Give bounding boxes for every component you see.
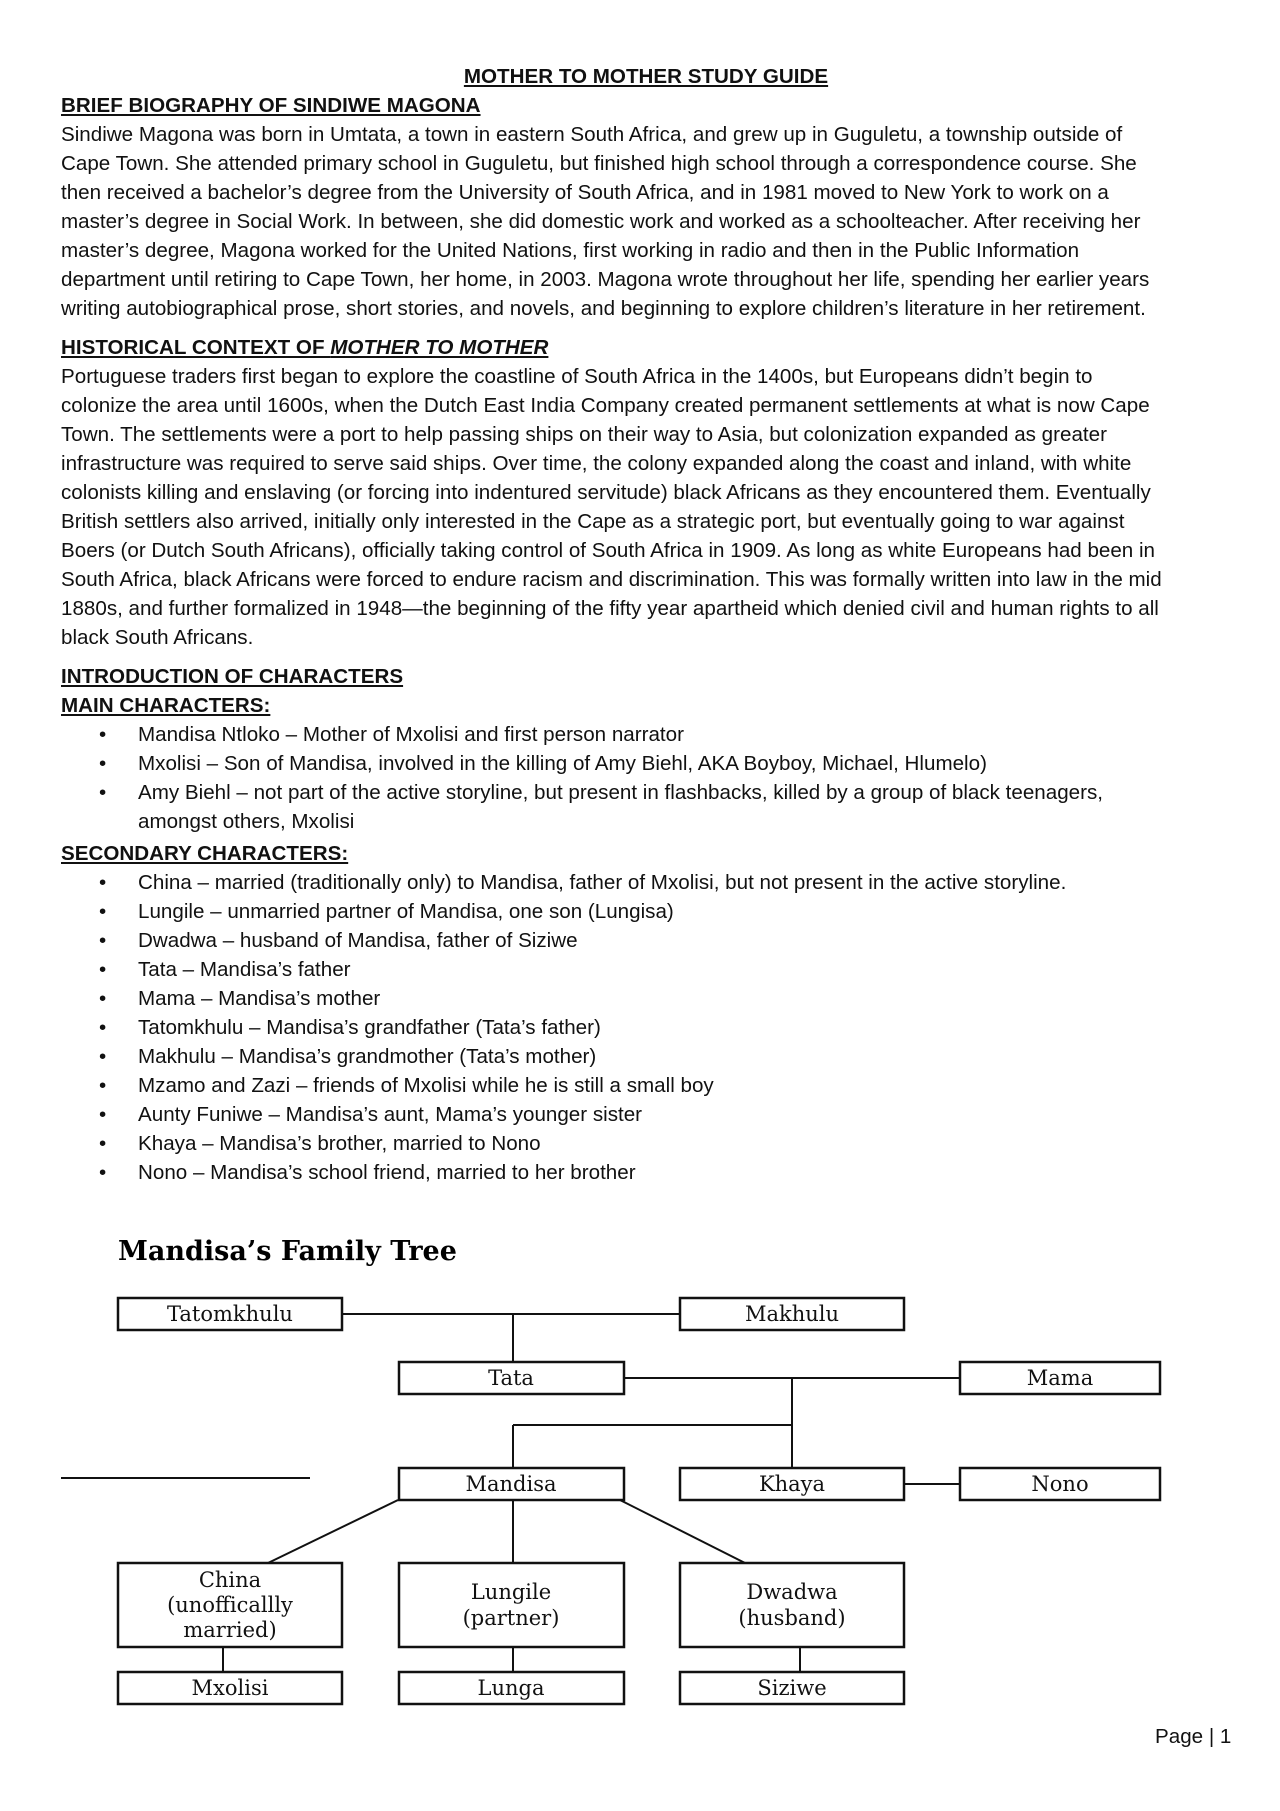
list-item xyxy=(61,778,1231,836)
list-item-text: China – married (traditionally only) to Mandisa, father of Mxolisi, but not present in the active storyline. xyxy=(138,871,1067,894)
biography-section xyxy=(61,91,1231,323)
bullet-icon: • xyxy=(99,1103,107,1126)
bullet-icon: • xyxy=(99,1016,107,1039)
node-lunga-label: Lunga xyxy=(477,1676,545,1700)
list-item xyxy=(61,1042,1231,1071)
page-title: MOTHER TO MOTHER STUDY GUIDE xyxy=(463,65,829,88)
secondary-characters-heading: SECONDARY CHARACTERS: xyxy=(61,842,349,865)
node-nono-label: Nono xyxy=(1031,1472,1089,1496)
list-item-text: Tata – Mandisa’s father xyxy=(138,958,351,981)
list-item xyxy=(61,749,1231,778)
family-tree-diagram xyxy=(0,1225,1280,1725)
text-line: Sindiwe Magona was born in Umtata, a town in eastern South Africa, and grew up in Guguletu, a township outside of xyxy=(61,123,1123,146)
bullet-icon: • xyxy=(99,1161,107,1184)
list-item-text: Aunty Funiwe – Mandisa’s aunt, Mama’s younger sister xyxy=(138,1103,643,1126)
history-heading-prefix: HISTORICAL CONTEXT OF xyxy=(61,336,331,359)
node-siziwe-label: Siziwe xyxy=(757,1676,827,1700)
list-item-text: Mxolisi – Son of Mandisa, involved in the killing of Amy Biehl, AKA Boyboy, Michael, Hlumelo) xyxy=(138,752,987,775)
text-line: South Africa, black Africans were forced to endure racism and discrimination. This was formally written into law in the mid xyxy=(61,568,1162,591)
text-line: Portuguese traders first began to explore the coastline of South Africa in the 1400s, but Europeans didn’t begin to xyxy=(61,365,1093,388)
connector-line xyxy=(620,1500,745,1563)
text-line: colonize the area until 1600s, when the Dutch East India Company created permanent settlements at what is now Cape xyxy=(61,394,1150,417)
main-characters-heading: MAIN CHARACTERS: xyxy=(61,694,271,717)
bullet-icon: • xyxy=(99,871,107,894)
list-item-text: Amy Biehl – not part of the active storyline, but present in flashbacks, killed by a group of black teenagers, xyxy=(138,781,1104,804)
list-item xyxy=(61,897,1231,926)
bullet-icon: • xyxy=(99,781,107,804)
text-line: infrastructure was required to serve said ships. Over time, the colony expanded along the coast and inland, with white xyxy=(61,452,1132,475)
bullet-icon: • xyxy=(99,1045,107,1068)
list-item-text: amongst others, Mxolisi xyxy=(138,810,355,833)
list-item xyxy=(61,984,1231,1013)
list-item-text: Tatomkhulu – Mandisa’s grandfather (Tata’s father) xyxy=(138,1016,601,1039)
node-dwadwa-box xyxy=(680,1563,904,1647)
node-khaya-label: Khaya xyxy=(758,1472,826,1496)
bullet-icon: • xyxy=(99,1132,107,1155)
list-item xyxy=(61,1071,1231,1100)
text-line: Boers (or Dutch South Africans), officially taking control of South Africa in 1909. As long as white Europeans had been in xyxy=(61,539,1156,562)
node-mxolisi-label: Mxolisi xyxy=(191,1676,269,1700)
node-tata-label: Tata xyxy=(488,1366,534,1390)
node-lungile-label: Lungile xyxy=(470,1580,552,1604)
tree-boxes xyxy=(118,1298,1160,1704)
text-line: black South Africans. xyxy=(61,626,254,649)
list-item xyxy=(61,926,1231,955)
family-tree-title: Mandisa’s Family Tree xyxy=(118,1236,457,1267)
list-item-text: Nono – Mandisa’s school friend, married to her brother xyxy=(138,1161,636,1184)
list-item-text: Makhulu – Mandisa’s grandmother (Tata’s mother) xyxy=(138,1045,597,1068)
list-item-text: Khaya – Mandisa’s brother, married to Nono xyxy=(138,1132,541,1155)
list-item xyxy=(61,868,1231,897)
history-section xyxy=(61,333,1231,652)
bullet-icon: • xyxy=(99,723,107,746)
node-tatomkhulu-label: Tatomkhulu xyxy=(167,1302,293,1326)
list-item xyxy=(61,1129,1231,1158)
history-text xyxy=(61,362,1231,652)
node-china-label: China xyxy=(198,1568,262,1592)
characters-heading: INTRODUCTION OF CHARACTERS xyxy=(61,665,404,688)
history-heading xyxy=(61,333,1231,362)
connector-line xyxy=(268,1500,398,1563)
bullet-icon: • xyxy=(99,987,107,1010)
text-line: department until retiring to Cape Town, her home, in 2003. Magona wrote throughout her life, spending her earlier years xyxy=(61,268,1150,291)
text-line: then received a bachelor’s degree from the University of South Africa, and in 1981 moved to New York to work on a xyxy=(61,181,1109,204)
secondary-characters-list xyxy=(61,868,1231,1187)
list-item xyxy=(61,1013,1231,1042)
list-item xyxy=(61,1100,1231,1129)
node-dwadwa-label: (husband) xyxy=(738,1606,846,1630)
node-mama-label: Mama xyxy=(1026,1366,1094,1390)
bullet-icon: • xyxy=(99,900,107,923)
text-line: master’s degree in Social Work. In between, she did domestic work and worked as a schoolteacher. After receiving her xyxy=(61,210,1141,233)
text-line: British settlers also arrived, initially only interested in the Cape as a strategic port, but eventually going to war against xyxy=(61,510,1125,533)
text-line: Cape Town. She attended primary school in Guguletu, but finished high school through a correspondence course. She xyxy=(61,152,1137,175)
list-item-text: Lungile – unmarried partner of Mandisa, one son (Lungisa) xyxy=(138,900,674,923)
text-line: 1880s, and further formalized in 1948—the beginning of the fifty year apartheid which denied civil and human rights to all xyxy=(61,597,1159,620)
list-item-text: Dwadwa – husband of Mandisa, father of Siziwe xyxy=(138,929,578,952)
text-line: Town. The settlements were a port to help passing ships on their way to Asia, but colonization expanded as greater xyxy=(61,423,1107,446)
bullet-icon: • xyxy=(99,958,107,981)
characters-section xyxy=(61,662,1231,1187)
node-dwadwa-label: Dwadwa xyxy=(746,1580,838,1604)
text-line: writing autobiographical prose, short stories, and novels, and beginning to explore children’s literature in her retirement. xyxy=(61,297,1146,320)
biography-heading: BRIEF BIOGRAPHY OF SINDIWE MAGONA xyxy=(61,94,481,117)
node-china-label: married) xyxy=(183,1618,277,1642)
list-item-text: Mzamo and Zazi – friends of Mxolisi while he is still a small boy xyxy=(138,1074,714,1097)
biography-text xyxy=(61,120,1231,323)
list-item-text: Mandisa Ntloko – Mother of Mxolisi and first person narrator xyxy=(138,723,684,746)
main-characters-list xyxy=(61,720,1231,836)
list-item xyxy=(61,720,1231,749)
list-item xyxy=(61,1158,1231,1187)
node-makhulu-label: Makhulu xyxy=(744,1302,840,1326)
bullet-icon: • xyxy=(99,752,107,775)
history-heading-title: MOTHER TO MOTHER xyxy=(330,336,549,359)
bullet-icon: • xyxy=(99,1074,107,1097)
node-lungile-box xyxy=(399,1563,624,1647)
list-item xyxy=(61,955,1231,984)
page-number: Page | 1 xyxy=(1155,1725,1232,1748)
document-body xyxy=(61,62,1231,1187)
text-line: master’s degree, Magona worked for the United Nations, first working in radio and then in the Public Information xyxy=(61,239,1080,262)
list-item-text: Mama – Mandisa’s mother xyxy=(138,987,381,1010)
node-mandisa-label: Mandisa xyxy=(465,1472,557,1496)
node-china-label: (unofficallly xyxy=(167,1593,293,1617)
text-line: colonists killing and enslaving (or forcing into indentured servitude) black Africans as they encountered them. Eventually xyxy=(61,481,1151,504)
node-lungile-label: (partner) xyxy=(462,1606,560,1630)
bullet-icon: • xyxy=(99,929,107,952)
